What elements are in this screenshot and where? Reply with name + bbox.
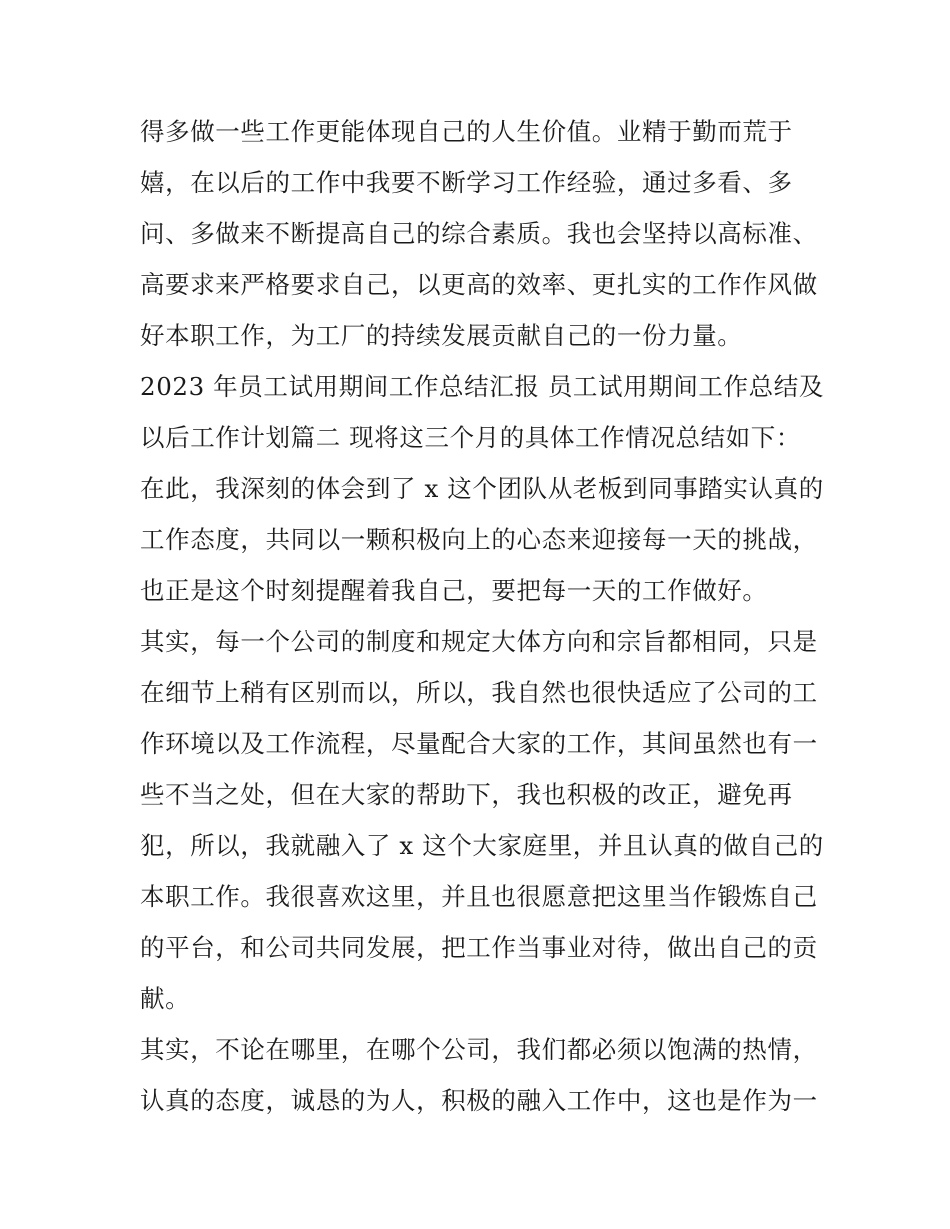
document-body (140, 106, 824, 1126)
text-line: 些不当之处，但在大家的帮助下，我也积极的改正，避免再 (140, 780, 793, 809)
text-line: 的平台，和公司共同发展，把工作当事业对待，做出自己的贡 (140, 933, 818, 962)
text-line: 高要求来严格要求自己，以更高的效率、更扎实的工作作风做 (140, 270, 818, 299)
text-line: 作环境以及工作流程，尽量配合大家的工作，其间虽然也有一 (140, 729, 818, 758)
text-line: 也正是这个时刻提醒着我自己，要把每一天的工作做好。 (140, 576, 768, 605)
text-line: 犯，所以，我就融入了 x 这个大家庭里，并且认真的做自己的 (140, 831, 824, 860)
text-line: 在此，我深刻的体会到了 x 这个团队从老板到同事踏实认真的 (140, 474, 824, 503)
text-line: 其实，每一个公司的制度和规定大体方向和宗旨都相同，只是 (140, 627, 818, 656)
text-line: 献。 (140, 984, 191, 1013)
text-line: 工作态度，共同以一颗积极向上的心态来迎接每一天的挑战， (140, 525, 818, 554)
text-line: 在细节上稍有区别而以，所以，我自然也很快适应了公司的工 (140, 678, 818, 707)
section-heading-line: 2023 年员工试用期间工作总结汇报 员工试用期间工作总结及 (140, 372, 824, 401)
text-line: 嬉，在以后的工作中我要不断学习工作经验，通过多看、多 (140, 168, 793, 197)
text-line: 其实，不论在哪里，在哪个公司，我们都必须以饱满的热情， (140, 1035, 818, 1064)
section-heading-line: 以后工作计划篇二 现将这三个月的具体工作情况总结如下： (140, 423, 801, 452)
text-line: 得多做一些工作更能体现自己的人生价值。业精于勤而荒于 (140, 117, 793, 146)
text-line: 本职工作。我很喜欢这里，并且也很愿意把这里当作锻炼自己 (140, 882, 818, 911)
text-line: 问、多做来不断提高自己的综合素质。我也会坚持以高标准、 (140, 219, 818, 248)
text-line: 好本职工作，为工厂的持续发展贡献自己的一份力量。 (140, 321, 743, 350)
text-line: 认真的态度，诚恳的为人，积极的融入工作中，这也是作为一 (140, 1086, 818, 1115)
